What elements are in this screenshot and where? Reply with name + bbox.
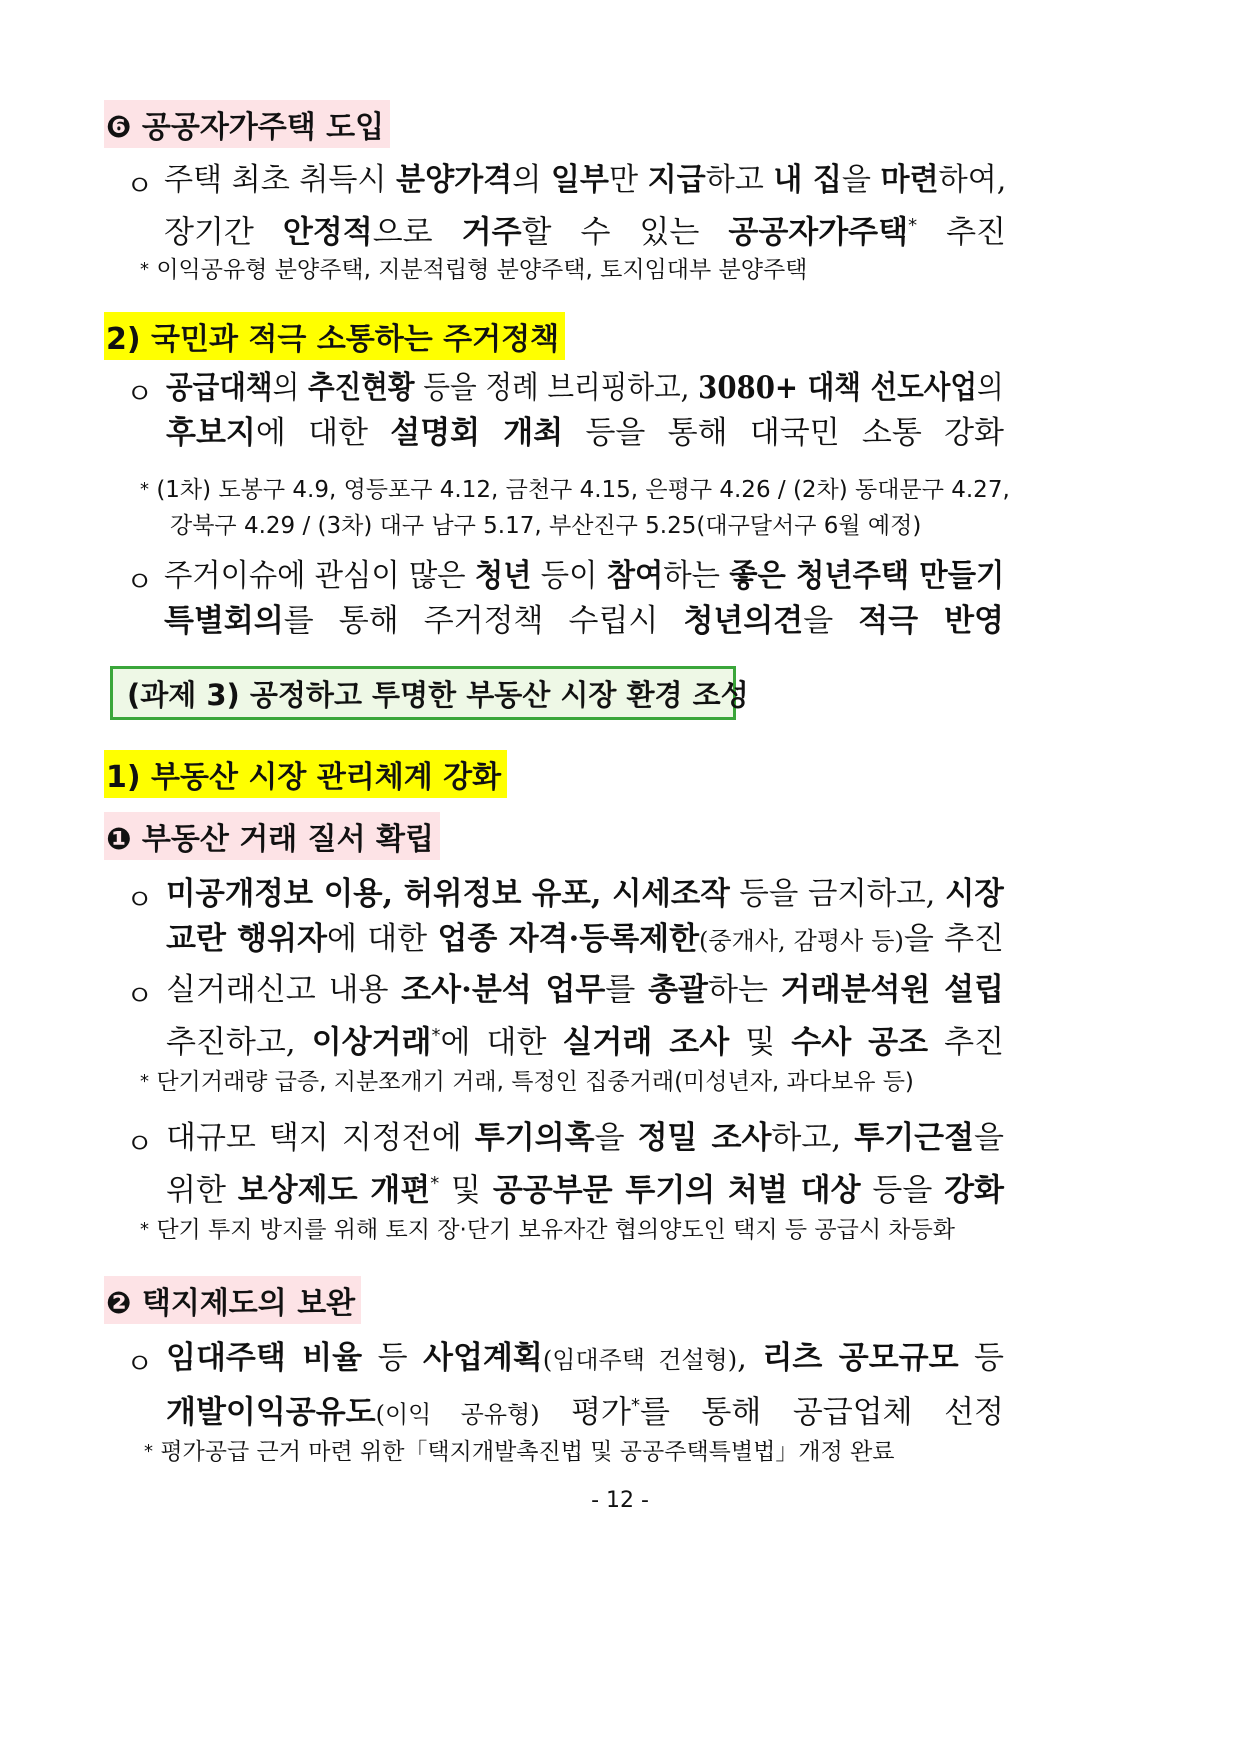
subsection-heading-1: 1) 부동산 시장 관리체계 강화 (104, 750, 507, 798)
subsection-heading-2: 2) 국민과 적극 소통하는 주거정책 (104, 312, 565, 360)
footnote-2: * (1차) 도봉구 4.9, 영등포구 4.12, 금천구 4.15, 은평구 4.26 / (2차) 동대문구 4.27, 강북구 4.29 / (3차) 대구 남구 5.17, 부산진구 5.25(대구달서구 6월 예정) (140, 477, 1010, 539)
section-heading-2-title: 택지제도의 보완 (141, 1286, 356, 1321)
bullet-3: ㅇ (126, 565, 154, 598)
paragraph-5: 실거래신고 내용 조사·분석 업무를 총괄하는 거래분석원 설립 추진하고, 이상거래*에 대한 실거래 조사 및 수사 공조 추진 (166, 972, 1005, 1061)
footnote-4: * 단기 투지 방지를 위해 토지 장·단기 보유자간 협의양도인 택지 등 공급시 차등화 (140, 1217, 956, 1243)
section-heading-6 (104, 100, 390, 148)
bullet-7: ㅇ (126, 1347, 154, 1380)
footnote-1: * 이익공유형 분양주택, 지분적립형 분양주택, 토지임대부 분양주택 (140, 257, 808, 283)
bullet-5: ㅇ (126, 979, 154, 1012)
paragraph-3: 주거이슈에 관심이 많은 청년 등이 참여하는 좋은 청년주택 만들기 특별회의를 통해 주거정책 수립시 청년의견을 적극 반영 (164, 558, 1005, 639)
paragraph-2: 공급대책의 추진현황 등을 정례 브리핑하고, 3080+ 대책 선도사업의 후보지에 대한 설명회 개최 등을 통해 대국민 소통 강화 (166, 370, 1004, 451)
section-heading-1-title: 부동산 거래 질서 확립 (141, 822, 435, 857)
task-box: (과제 3) 공정하고 투명한 부동산 시장 환경 조성 (110, 666, 736, 720)
section-heading-2 (104, 1276, 361, 1324)
section-heading-6-title: 공공자가주택 도입 (141, 110, 385, 145)
page-number: - 12 - (591, 1488, 649, 1513)
bullet-4: ㅇ (126, 883, 154, 916)
paragraph-4: 미공개정보 이용, 허위정보 유포, 시세조작 등을 금지하고, 시장 교란 행위자에 대한 업종 자격·등록제한(중개사, 감평사 등)을 추진 (166, 876, 1005, 957)
bullet-1: ㅇ (126, 169, 154, 202)
footnote-3: * 단기거래량 급증, 지분쪼개기 거래, 특정인 집중거래(미성년자, 과다보유 등) (140, 1069, 914, 1095)
paragraph-6: 대규모 택지 지정전에 투기의혹을 정밀 조사하고, 투기근절을 위한 보상제도 개편* 및 공공부문 투기의 처벌 대상 등을 강화 (166, 1120, 1005, 1209)
circled-number-2: ❷ (106, 1286, 132, 1321)
circled-number-1: ❶ (106, 822, 132, 857)
bullet-6: ㅇ (126, 1127, 154, 1160)
footnote-5: * 평가공급 근거 마련 위한「택지개발촉진법 및 공공주택특별법」개정 완료 (144, 1439, 895, 1465)
section-heading-1 (104, 812, 440, 860)
paragraph-7: 임대주택 비율 등 사업계획(임대주택 건설형), 리츠 공모규모 등 개발이익공유도(이익 공유형) 평가*를 통해 공급업체 선정 (166, 1340, 1005, 1431)
paragraph-1: 주택 최초 취득시 분양가격의 일부만 지급하고 내 집을 마련하여, 장기간 안정적으로 거주할 수 있는 공공자가주택* 추진 (164, 162, 1007, 251)
bullet-2: ㅇ (126, 377, 154, 410)
circled-number-6: ❻ (106, 110, 132, 145)
